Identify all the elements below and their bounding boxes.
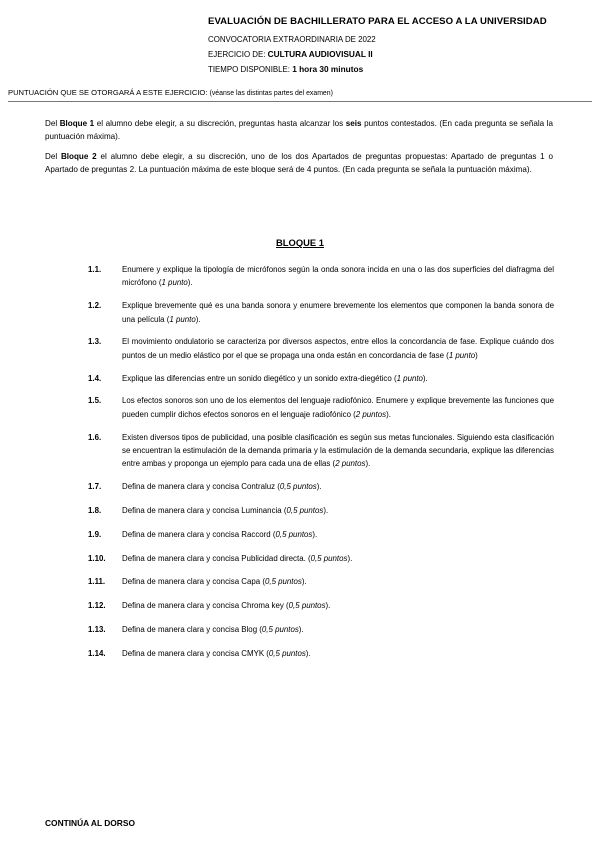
- question-body: Explique las diferencias entre un sonido diegético y un sonido extra-diegético (: [122, 373, 397, 383]
- question-item: [88, 372, 554, 385]
- continue-on-back: CONTINÚA AL DORSO: [45, 818, 135, 828]
- question-number: 1.10.: [88, 553, 106, 563]
- tiempo-value: 1 hora 30 minutos: [292, 64, 364, 74]
- header-divider: [8, 101, 592, 102]
- ejercicio-label: EJERCICIO DE:: [208, 50, 268, 59]
- instructions-bloque1: [45, 117, 553, 143]
- bloque-title: BLOQUE 1: [276, 237, 324, 248]
- question-body: Los efectos sonoros son uno de los elementos del lenguaje radiofónico. Enumere y explique brevemente las funciones que pueden cumplir dichos efectos sonoros en el lenguaje radiofónico (: [122, 396, 554, 419]
- question-close: ).: [316, 482, 322, 492]
- ejercicio-line: [208, 49, 588, 60]
- question-number: 1.11.: [88, 577, 106, 587]
- intro-bold: Bloque 2: [60, 152, 97, 161]
- intro-text: Del: [45, 119, 60, 128]
- question-close: ).: [195, 314, 201, 324]
- question-item: [88, 263, 554, 290]
- intro-text: Del: [45, 152, 61, 161]
- question-text: [122, 335, 554, 362]
- instructions: [45, 117, 553, 183]
- exam-header: [208, 16, 588, 75]
- question-number: 1.8.: [88, 506, 102, 516]
- convocatoria-line: CONVOCATORIA EXTRAORDINARIA DE 2022: [208, 35, 376, 44]
- question-number: 1.9.: [88, 529, 102, 539]
- question-points: 0,5 puntos: [264, 577, 302, 587]
- intro-bold: seis: [345, 119, 362, 128]
- question-number: 1.7.: [88, 482, 102, 492]
- question-body: Defina de manera clara y concisa CMYK (: [122, 648, 269, 658]
- question-body: Defina de manera clara y concisa Contraluz (: [122, 482, 280, 492]
- puntuacion-label: PUNTUACIÓN QUE SE OTORGARÁ A ESTE EJERCICIO:: [8, 88, 210, 97]
- question-item: [88, 335, 554, 362]
- question-item: [88, 623, 554, 636]
- question-list: [88, 263, 554, 671]
- question-text: [122, 528, 554, 541]
- question-number: 1.4.: [88, 373, 102, 383]
- question-text: [122, 623, 554, 636]
- question-body: Defina de manera clara y concisa Raccord (: [122, 529, 276, 539]
- ejercicio-value: CULTURA AUDIOVISUAL II: [267, 49, 373, 59]
- question-close: ).: [187, 278, 193, 288]
- instructions-bloque2: [45, 150, 553, 176]
- question-number: 1.3.: [88, 337, 102, 347]
- question-item: [88, 431, 554, 471]
- question-item: [88, 480, 554, 493]
- question-points: 0,5 puntos: [288, 601, 326, 611]
- question-text: [122, 394, 554, 421]
- intro-text: el alumno debe elegir, a su discreción, preguntas hasta alcanzar los: [94, 119, 346, 128]
- question-item: [88, 647, 554, 660]
- question-number: 1.6.: [88, 432, 102, 442]
- exam-title: EVALUACIÓN DE BACHILLERATO PARA EL ACCESO A LA UNIVERSIDAD: [208, 16, 547, 27]
- question-item: [88, 552, 554, 565]
- question-points: 1 punto: [448, 350, 476, 360]
- question-points: 0,5 puntos: [279, 482, 317, 492]
- question-close: ).: [365, 459, 371, 469]
- question-item: [88, 528, 554, 541]
- question-points: 2 puntos: [335, 459, 366, 469]
- question-text: [122, 372, 554, 385]
- question-text: [122, 263, 554, 290]
- question-body: Defina de manera clara y concisa Publicidad directa. (: [122, 553, 311, 563]
- question-body: Defina de manera clara y concisa Luminancia (: [122, 506, 287, 516]
- question-text: [122, 599, 554, 612]
- question-text: [122, 431, 554, 471]
- question-text: [122, 647, 554, 660]
- question-text: [122, 575, 554, 588]
- question-number: 1.12.: [88, 601, 106, 611]
- question-points: 1 punto: [161, 278, 188, 288]
- question-close: ).: [298, 625, 304, 634]
- question-item: [88, 394, 554, 421]
- question-body: Defina de manera clara y concisa Capa (: [122, 577, 265, 587]
- question-number: 1.1.: [88, 265, 102, 274]
- question-item: [88, 504, 554, 517]
- intro-bold: Bloque 1: [59, 119, 95, 128]
- question-item: [88, 575, 554, 588]
- intro-text: puntos contestados. (En cada pregunta se señala la puntuación máxima).: [45, 119, 553, 141]
- question-close: ).: [386, 409, 391, 419]
- question-close: ).: [347, 553, 353, 563]
- question-points: 0,5 puntos: [268, 648, 306, 658]
- question-number: 1.2.: [88, 301, 102, 311]
- question-points: 1 punto: [169, 314, 196, 324]
- question-body: Defina de manera clara y concisa Blog (: [122, 625, 262, 634]
- question-number: 1.14.: [88, 648, 106, 658]
- tiempo-label: TIEMPO DISPONIBLE:: [208, 65, 293, 74]
- question-points: 0,5 puntos: [310, 553, 348, 563]
- question-item: [88, 299, 554, 326]
- question-points: 2 puntos: [355, 409, 387, 419]
- question-body: Existen diversos tipos de publicidad, una posible clasificación es según sus metas funcionales. Siguiendo esta clasificación se encuentran la estimulación de la demanda primaria y la estimulación de la demanda secundaria, explique las diferencias entre ambas y proponga un ejemplo para cada una de ellas (: [122, 432, 554, 469]
- question-points: 0,5 puntos: [261, 625, 299, 634]
- tiempo-line: [208, 64, 588, 75]
- question-close: ).: [312, 529, 318, 539]
- question-close: ): [475, 350, 478, 360]
- question-close: ).: [323, 506, 329, 516]
- puntuacion-note: (véanse las distintas partes del examen): [209, 90, 333, 97]
- question-close: ).: [325, 601, 331, 611]
- intro-text: el alumno debe elegir, a su discreción, uno de los dos Apartados de preguntas propuestas: Apartado de preguntas 1 o Apartado de preguntas 2. La puntuación máxima de este bloque será de 4 puntos. (En cada pregunta se señala la puntuación máxima).: [45, 152, 553, 174]
- question-body: Explique brevemente qué es una banda sonora y enumere brevemente los elementos que componen la banda sonora de una película (: [122, 301, 554, 324]
- question-points: 0,5 puntos: [275, 529, 313, 539]
- question-points: 1 punto: [396, 373, 423, 383]
- question-text: [122, 552, 554, 565]
- question-close: ).: [305, 648, 311, 658]
- question-close: ).: [422, 373, 428, 383]
- question-item: [88, 599, 554, 612]
- question-body: El movimiento ondulatorio se caracteriza por diversos aspectos, entre ellos la concordancia de fase. Explique cuándo dos puntos de un medio elástico por el que se propaga una onda están en concordancia de fase (: [122, 337, 554, 360]
- question-number: 1.5.: [88, 396, 102, 406]
- question-text: [122, 480, 554, 493]
- question-close: ).: [301, 577, 307, 587]
- question-body: Defina de manera clara y concisa Chroma key (: [122, 601, 289, 611]
- question-number: 1.13.: [88, 625, 106, 634]
- question-body: Enumere y explique la tipología de micrófonos según la onda sonora incida en una o las dos superficies del diafragma del micrófono (: [122, 265, 554, 288]
- puntuacion-line: [8, 88, 333, 99]
- question-text: [122, 504, 554, 517]
- question-text: [122, 299, 554, 326]
- question-points: 0,5 puntos: [286, 506, 324, 516]
